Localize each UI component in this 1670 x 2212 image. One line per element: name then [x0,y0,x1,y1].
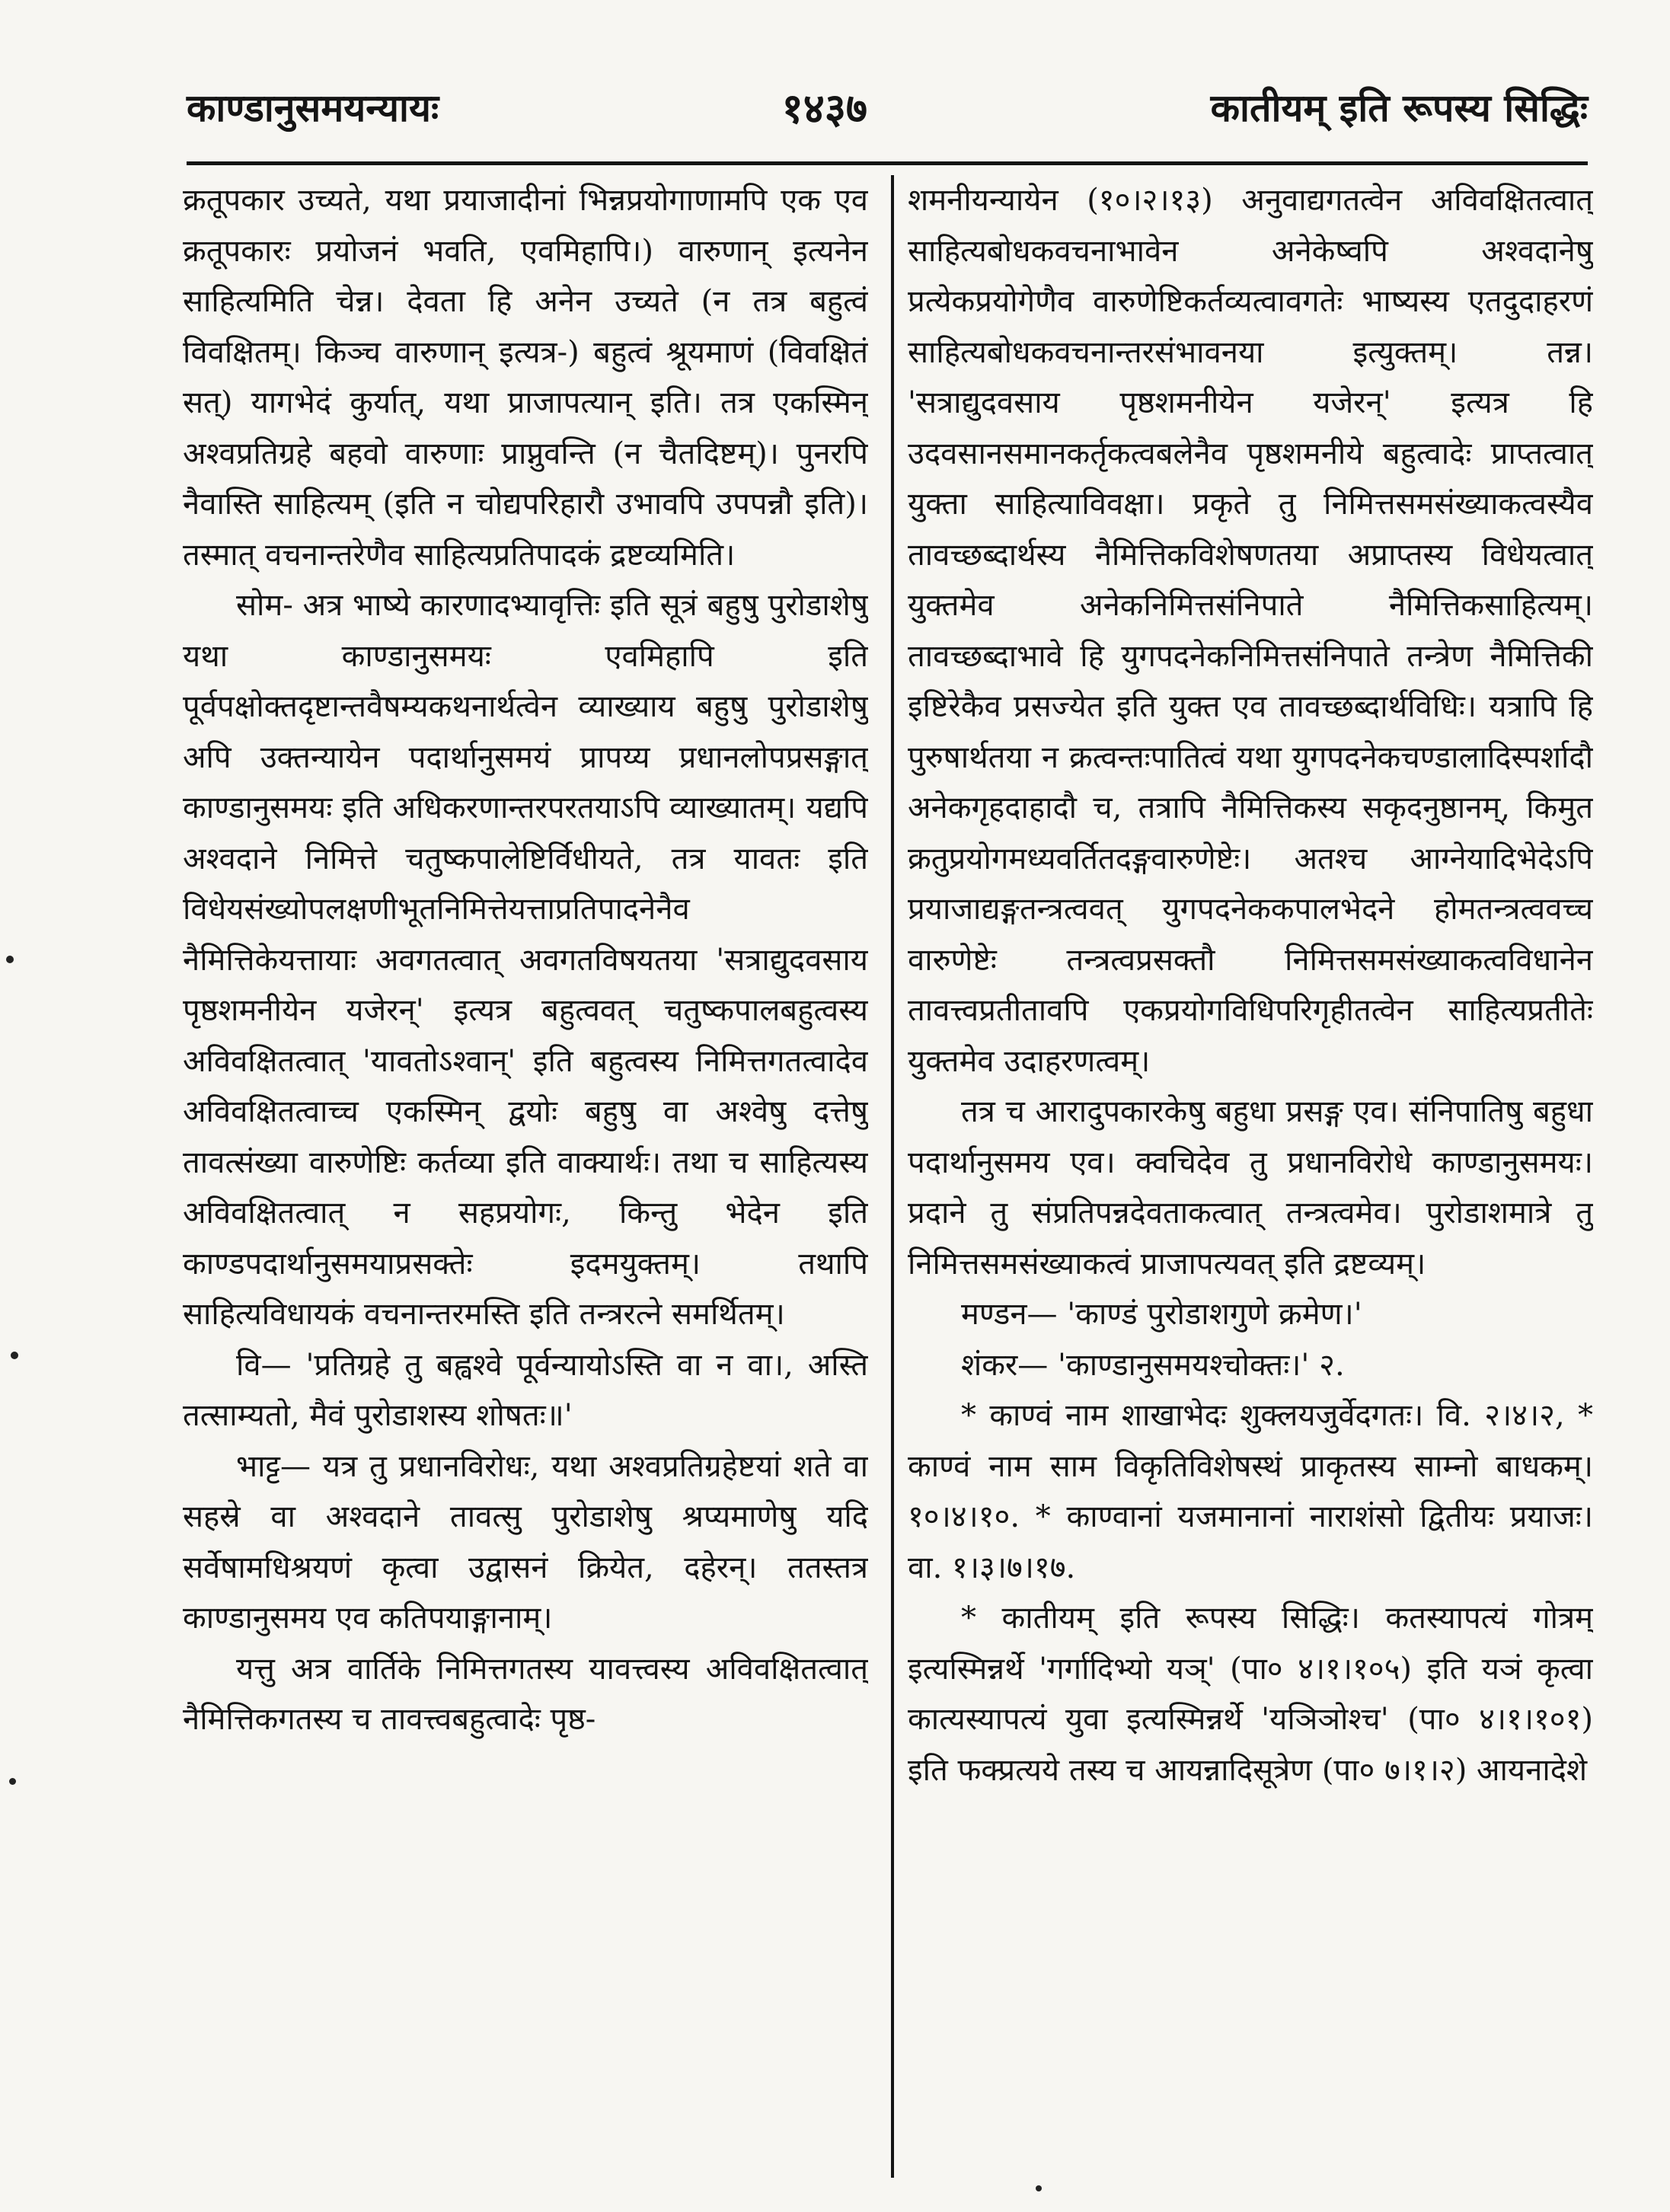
margin-mark [11,1352,18,1359]
paragraph: तत्र च आरादुपकारकेषु बहुधा प्रसङ्ग एव। संनिपातिषु बहुधा पदार्थानुसमय एव। क्वचिदेव तु प्रधानविरोधे काण्डानुसमयः। प्रदाने तु संप्रतिपन्नदेवताकत्वात् तन्त्रत्वमेव। पुरोडाशमात्रे तु निमित्तसमसंख्याकत्वं प्राजापत्यवत् इति द्रष्टव्यम्। [908,1094,1593,1282]
page-header [187,65,1588,148]
paragraph: यत्तु अत्र वार्तिके निमित्तगतस्य यावत्त्वस्य अविवक्षितत्वात् नैमित्तिकगतस्य च तावत्त्वबहुत्वादेः पृष्ठ- [183,1651,868,1737]
entry-katiyam: * कातीयम् इति रूपस्य सिद्धिः। कतस्यापत्यं गोत्रम् इत्यस्मिन्नर्थे 'गर्गादिभ्यो यञ्' (पा० ४।१।१०५) इति यञं कृत्वा कात्यस्यापत्यं युवा इत्यस्मिन्नर्थे 'यञिञोश्च' (पा० ४।१।१०१) इति फक्प्रत्यये तस्य च आयन्नादिसूत्रेण (पा० ७।१।२) आयनादेशे [908,1601,1593,1788]
header-rule [187,161,1588,165]
margin-mark [6,956,14,963]
paragraph-soma: सोम- अत्र भाष्ये कारणादभ्यावृत्तिः इति सूत्रं बहुषु पुरोडाशेषु यथा काण्डानुसमयः एवमिहापि इति पूर्वपक्षोक्तदृष्टान्तवैषम्यकथनार्थत्वेन व्याख्याय बहुषु पुरोडाशेषु अपि उक्तन्यायेन पदार्थानुसमयं प्रापय्य प्रधानलोपप्रसङ्गात् काण्डानुसमयः इति अधिकरणान्तरपरतयाऽपि व्याख्यातम्। यद्यपि अश्वदाने निमित्ते चतुष्कपालेष्टिर्विधीयते, तत्र यावतः इति विधेयसंख्योपलक्षणीभूतनिमित्तेयत्ताप्रतिपादनेनैव नैमित्तिकेयत्तायाः अवगतत्वात् अवगतविषयतया 'सत्राद्युदवसाय पृष्ठशमनीयेन यजेरन्' इत्यत्र बहुत्ववत् चतुष्कपालबहुत्वस्य अविवक्षितत्वात् 'यावतोऽश्वान्' इति बहुत्वस्य निमित्तगतत्वादेव अविवक्षितत्वाच्च एकस्मिन् द्वयोः बहुषु वा अश्वेषु दत्तेषु तावत्संख्या वारुणेष्टिः कर्तव्या इति वाक्यार्थः। तथा च साहित्यस्य अविवक्षितत्वात् न सहप्रयोगः, किन्तु भेदेन इति काण्डपदार्थानुसमयाप्रसक्तेः इदमयुक्तम्। तथापि साहित्यविधायकं वचनान्तरमस्ति इति तन्त्ररत्ने समर्थितम्। [183,588,868,1332]
page-number: १४३७ [781,84,867,132]
right-column [908,175,1593,2178]
running-title-left: काण्डानुसमयन्यायः [187,85,439,130]
entry-kanva: * काण्वं नाम शाखाभेदः शुक्लयजुर्वेदगतः। वि. २।४।२, * काण्वं नाम साम विकृतिविशेषस्थं प्राकृतस्य साम्नो बाधकम्। १०।४।१०. * काण्वानां यजमानानां नाराशंसो द्वितीयः प्रयाजः। वा. १।३।७।१७. [908,1398,1593,1585]
left-column [183,175,868,2178]
running-title-right: कातीयम् इति रूपस्य सिद्धिः [1210,85,1588,130]
paragraph-bhatta: भाट्ट— यत्र तु प्रधानविरोधः, यथा अश्वप्रतिग्रहेष्टयां शते वा सहस्रे वा अश्वदाने तावत्सु पुरोडाशेषु श्रप्यमाणेषु यदि सर्वेषामधिश्रयणं कृत्वा उद्वासनं क्रियेत, दहेरन्। ततस्तत्र काण्डानुसमय एव कतिपयाङ्गानाम्। [183,1448,868,1636]
margin-mark [9,1778,16,1785]
paragraph: शमनीयन्यायेन (१०।२।१३) अनुवाद्यगतत्वेन अविवक्षितत्वात् साहित्यबोधकवचनाभावेन अनेकेष्वपि अश्वदानेषु प्रत्येकप्रयोगेणैव वारुणेष्टिकर्तव्यत्वावगतेः भाष्यस्य एतदुदाहरणं साहित्यबोधकवचनान्तरसंभावनया इत्युक्तम्। तन्न। 'सत्राद्युदवसाय पृष्ठशमनीयेन यजेरन्' इत्यत्र हि उदवसानसमानकर्तृकत्वबलेनैव पृष्ठशमनीये बहुत्वादेः प्राप्तत्वात् युक्ता साहित्याविवक्षा। प्रकृते तु निमित्तसमसंख्याकत्वस्यैव तावच्छब्दार्थस्य नैमित्तिकविशेषणतया अप्राप्तस्य विधेयत्वात् युक्तमेव अनेकनिमित्तसंनिपाते नैमित्तिकसाहित्यम्। तावच्छब्दाभावे हि युगपदनेकनिमित्तसंनिपाते तन्त्रेण नैमित्तिकी इष्टिरेकैव प्रसज्येत इति युक्त एव तावच्छब्दार्थविधिः। यत्रापि हि पुरुषार्थतया न क्रत्वन्तःपातित्वं यथा युगपदनेकचण्डालादिस्पर्शादौ अनेकगृहदाहादौ च, तत्रापि नैमित्तिकस्य सकृदनुष्ठानम्, किमुत क्रतुप्रयोगमध्यवर्तितदङ्गवारुणेष्टेः। अतश्च आग्नेयादिभेदेऽपि प्रयाजाद्यङ्गतन्त्रत्ववत् युगपदनेककपालभेदने होमतन्त्रत्ववच्च वारुणेष्टेः तन्त्रत्वप्रसक्तौ निमित्तसमसंख्याकत्वविधानेन तावत्त्वप्रतीतावपि एकप्रयोगविधिपरिगृहीतत्वेन साहित्यप्रतीतेः युक्तमेव उदाहरणत्वम्। [908,183,1593,1079]
paragraph-mandana: मण्डन— 'काण्डं पुरोडाशगुणे क्रमेण।' [961,1297,1362,1332]
paragraph-shankara: शंकर— 'काण्डानुसमयश्चोक्तः।' २. [961,1347,1345,1383]
column-divider [891,175,894,2178]
paragraph-vi: वि— 'प्रतिग्रहे तु बह्वश्वे पूर्वन्यायोऽस्ति वा न वा।, अस्ति तत्साम्यतो, मैवं पुरोडाशस्य शोषतः॥' [183,1347,868,1433]
paragraph: क्रतूपकार उच्यते, यथा प्रयाजादीनां भिन्नप्रयोगाणामपि एक एव क्रतूपकारः प्रयोजनं भवति, एवमिहापि।) वारुणान् इत्यनेन साहित्यमिति चेन्न। देवता हि अनेन उच्यते (न तत्र बहुत्वं विवक्षितम्। किञ्च वारुणान् इत्यत्र-) बहुत्वं श्रूयमाणं (विवक्षितं सत्) यागभेदं कुर्यात्, यथा प्राजापत्यान् इति। तत्र एकस्मिन् अश्वप्रतिग्रहे बहवो वारुणाः प्राप्नुवन्ति (न चैतदिष्टम्)। पुनरपि नैवास्ति साहित्यम् (इति न चोद्यपरिहारौ उभावपि उपपन्नौ इति)। तस्मात् वचनान्तरेणैव साहित्यप्रतिपादकं द्रष्टव्यमिति। [183,183,868,573]
bottom-mark [1036,2185,1042,2191]
